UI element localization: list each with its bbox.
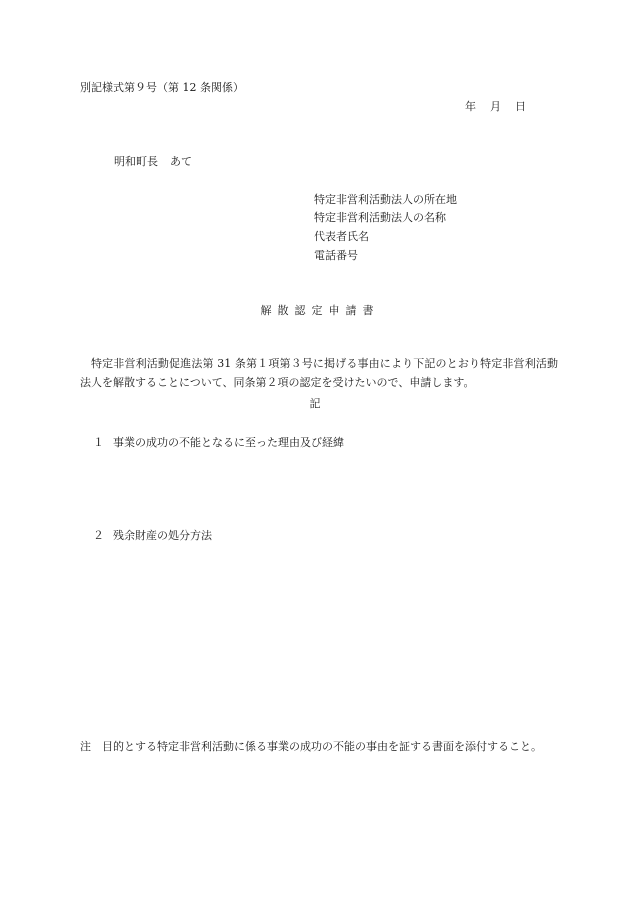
document-body: 特定非営利活動促進法第 31 条第１項第３号に掲げる事由により下記のとおり特定非営利活動法人を解散することについて、同条第２項の認定を受けたいので、申請します。	[80, 357, 558, 389]
document-title: 解散認定申請書	[260, 304, 380, 317]
note-text: 目的とする特定非営利活動に係る事業の成功の不能の事由を証する書面を添付すること。	[102, 740, 542, 753]
note-mark: 注	[80, 740, 91, 753]
item-asset-disposal	[93, 530, 212, 541]
item-label: 事業の成功の不能となるに至った理由及び経緯	[113, 436, 344, 449]
date-line	[465, 101, 526, 112]
applicant-representative-label: 代表者氏名	[314, 230, 369, 243]
applicant-name-label: 特定非営利活動法人の名称	[314, 211, 446, 224]
item-number: ２	[93, 529, 104, 542]
date-month-label: 月	[490, 100, 501, 113]
item-reason	[93, 437, 344, 448]
item-label: 残余財産の処分方法	[113, 529, 212, 542]
addressee	[114, 156, 192, 167]
note	[80, 738, 558, 756]
date-day-label: 日	[515, 100, 526, 113]
applicant-address-label: 特定非営利活動法人の所在地	[314, 193, 457, 206]
item-number: １	[93, 436, 104, 449]
applicant-phone-label: 電話番号	[314, 249, 358, 262]
ki-label: 記	[309, 397, 321, 410]
addressee-suffix: あて	[170, 155, 192, 168]
date-year-label: 年	[465, 100, 476, 113]
addressee-name: 明和町長	[114, 155, 158, 168]
form-number: 別記様式第９号（第 12 条関係）	[80, 81, 244, 94]
